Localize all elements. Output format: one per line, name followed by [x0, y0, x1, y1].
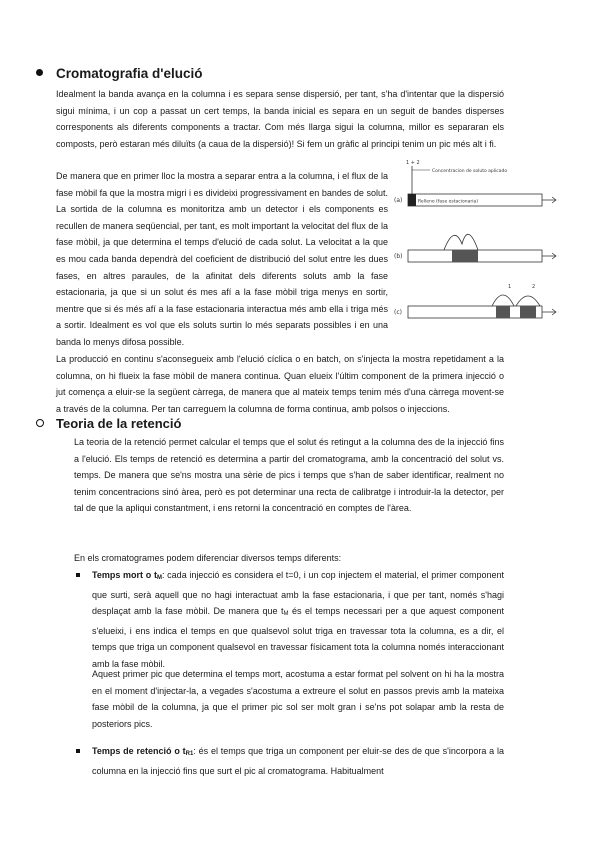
overlapping-peaks: [444, 234, 478, 250]
term: Temps mort o $t_M$: [92, 570, 162, 581]
paragraph-intro: Idealment la banda avança en la columna i es separa sense dispersió, per tant, s'ha d'intentar que la dispersió sigui mínima, i un cop a passat un cert temps, la banda inicial es separa en un seguit de bandes disperses corresponents als diferents components a tractar. Com més llarga sigui la columna, millor es separaran els composts, però estaran més diluïts (a caua de la dispersió)! Si fem un gràfic al principi tenim un pic més alt i fi.: [56, 89, 504, 149]
row-label-c: (c): [394, 309, 402, 316]
circle-bullet-icon: [36, 419, 44, 427]
sample-band: [408, 194, 416, 206]
band-2: [520, 306, 536, 318]
heading-text: Cromatografia d'elució: [56, 66, 203, 81]
list-item-dead-time: Temps mort o $t_M$: cada injecció es considera el t=0, i un cop injectem el material, el primer component que surti, serà aquell que no hagi interactuat amb la fase estacionaria, i que per tant, només s'hagi desplaçat amb la fase mòbil. De manera que $t_M$ és el temps necessari per a que aquest component s'elueixi, i ens indica el temps en que qualsevol solut triga en travessar tota la columna, es a dir, el temps que triga un component qualsevol en travessar físicament tota la columna només interaccionant amb la fase mòbil.: [92, 570, 505, 669]
column-label: Relleno (fase estacionaria): [418, 199, 478, 205]
separated-peaks: [492, 295, 540, 306]
paragraph-retention-theory: La teoria de la retenció permet calcular el temps que el solut és retingut a la columna des de la injecció fins a l'elució. Els temps de retenció es determina a partir del cromatograma, amb la concentració del solut vs. temps. De manera que se'ns mostra una sèrie de pics i temps que s'han de saber identificar, realment no tenim concentracions sinó àrea, però es pot determinar una recta de calibratge i introduir-la la detector, per tal de que la apliqui constantment, i ens retorni la concentració en comptes de l'àrea.: [74, 437, 504, 514]
peak-label-2: 2: [532, 284, 536, 290]
square-bullet-icon: [76, 573, 80, 577]
elution-diagram: [392, 158, 562, 328]
square-bullet-icon: [76, 749, 80, 753]
flow-arrow-a: [542, 197, 556, 203]
flow-arrow-b: [542, 253, 556, 259]
paragraph-times-intro: En els cromatogrames podem diferenciar diversos temps diferents:: [74, 553, 342, 563]
paragraph-dead-time-peak: Aquest primer pic que determina el temps mort, acostuma a estar format pel solvent on hi ha la mostra en el moment d'injectar-la, a vegades s'acostuma a extreure el solut en passos previs amb la mateixa fase mòbil de la columna, ja que el primer pic sol ser molt gran i se'ns pot solapar amb la resta de posteriors pics.: [92, 669, 504, 729]
row-label-a: (a): [394, 197, 403, 204]
band-1: [496, 306, 510, 318]
bullet-icon: [36, 69, 43, 76]
heading-text: Teoria de la retenció: [56, 416, 182, 431]
callout-label: Concentracion de soluto aplicado: [432, 169, 508, 174]
top-label: 1 + 2: [406, 160, 420, 166]
paragraph-column-process: De manera que en primer lloc la mostra a separar entra a la columna, i el flux de la fase mòbil fa que la mostra migri i es divideixi progressivament en bandes de solut. La sortida de la columna es monitoritza amb un detector i els components es recullen de manera seqüencial, per tant, es molt important la velocitat del flux de la fase mòbil, ja que determina el temps d'elució de cada solut. La velocitat a la que es mou cada banda dependrà del coeficient de distribució del solut entre les dues fases, en altres paraules, de la afinitat dels diferents soluts amb la fase estacionaria, ja que si un solut és mes afí a la fase mòbil triga menys en sortir, mentre que si és més afí a la fase estacionaria interactua més amb ella i triga més a sortir. Idealment es vol que els soluts surtin lo més separats possibles i en una banda lo menys difosa possible.: [56, 171, 388, 347]
paragraph-continuous-production: La producció en continu s'aconsegueix amb l'elució cíclica o en batch, on s'injecta la mostra repetidament a la columna, on hi flueix la fase mòbil de manera continua. Quan elueix l'últim component de la primera injecció o jut comença a eluir-se la següent càrrega, de manera que al mateix temps tenim més d'una càrrega movent-se a través de la columna. Per tan carreguem la columna de forma continua, amb polsos o injeccions.: [56, 354, 504, 414]
term: Temps de retenció o $t_{R1}$: [92, 746, 194, 757]
peak-label-1: 1: [508, 284, 512, 290]
list-item-retention-time: Temps de retenció o $t_{R1}$: és el temps que triga un component per eluir-se des de que s'incorpora a la columna en la injecció fins que surt el pic al cromatograma. Habitualment: [92, 746, 504, 776]
flow-arrow-c: [542, 309, 556, 315]
dispersed-band: [452, 250, 478, 262]
row-label-b: (b): [394, 253, 403, 260]
